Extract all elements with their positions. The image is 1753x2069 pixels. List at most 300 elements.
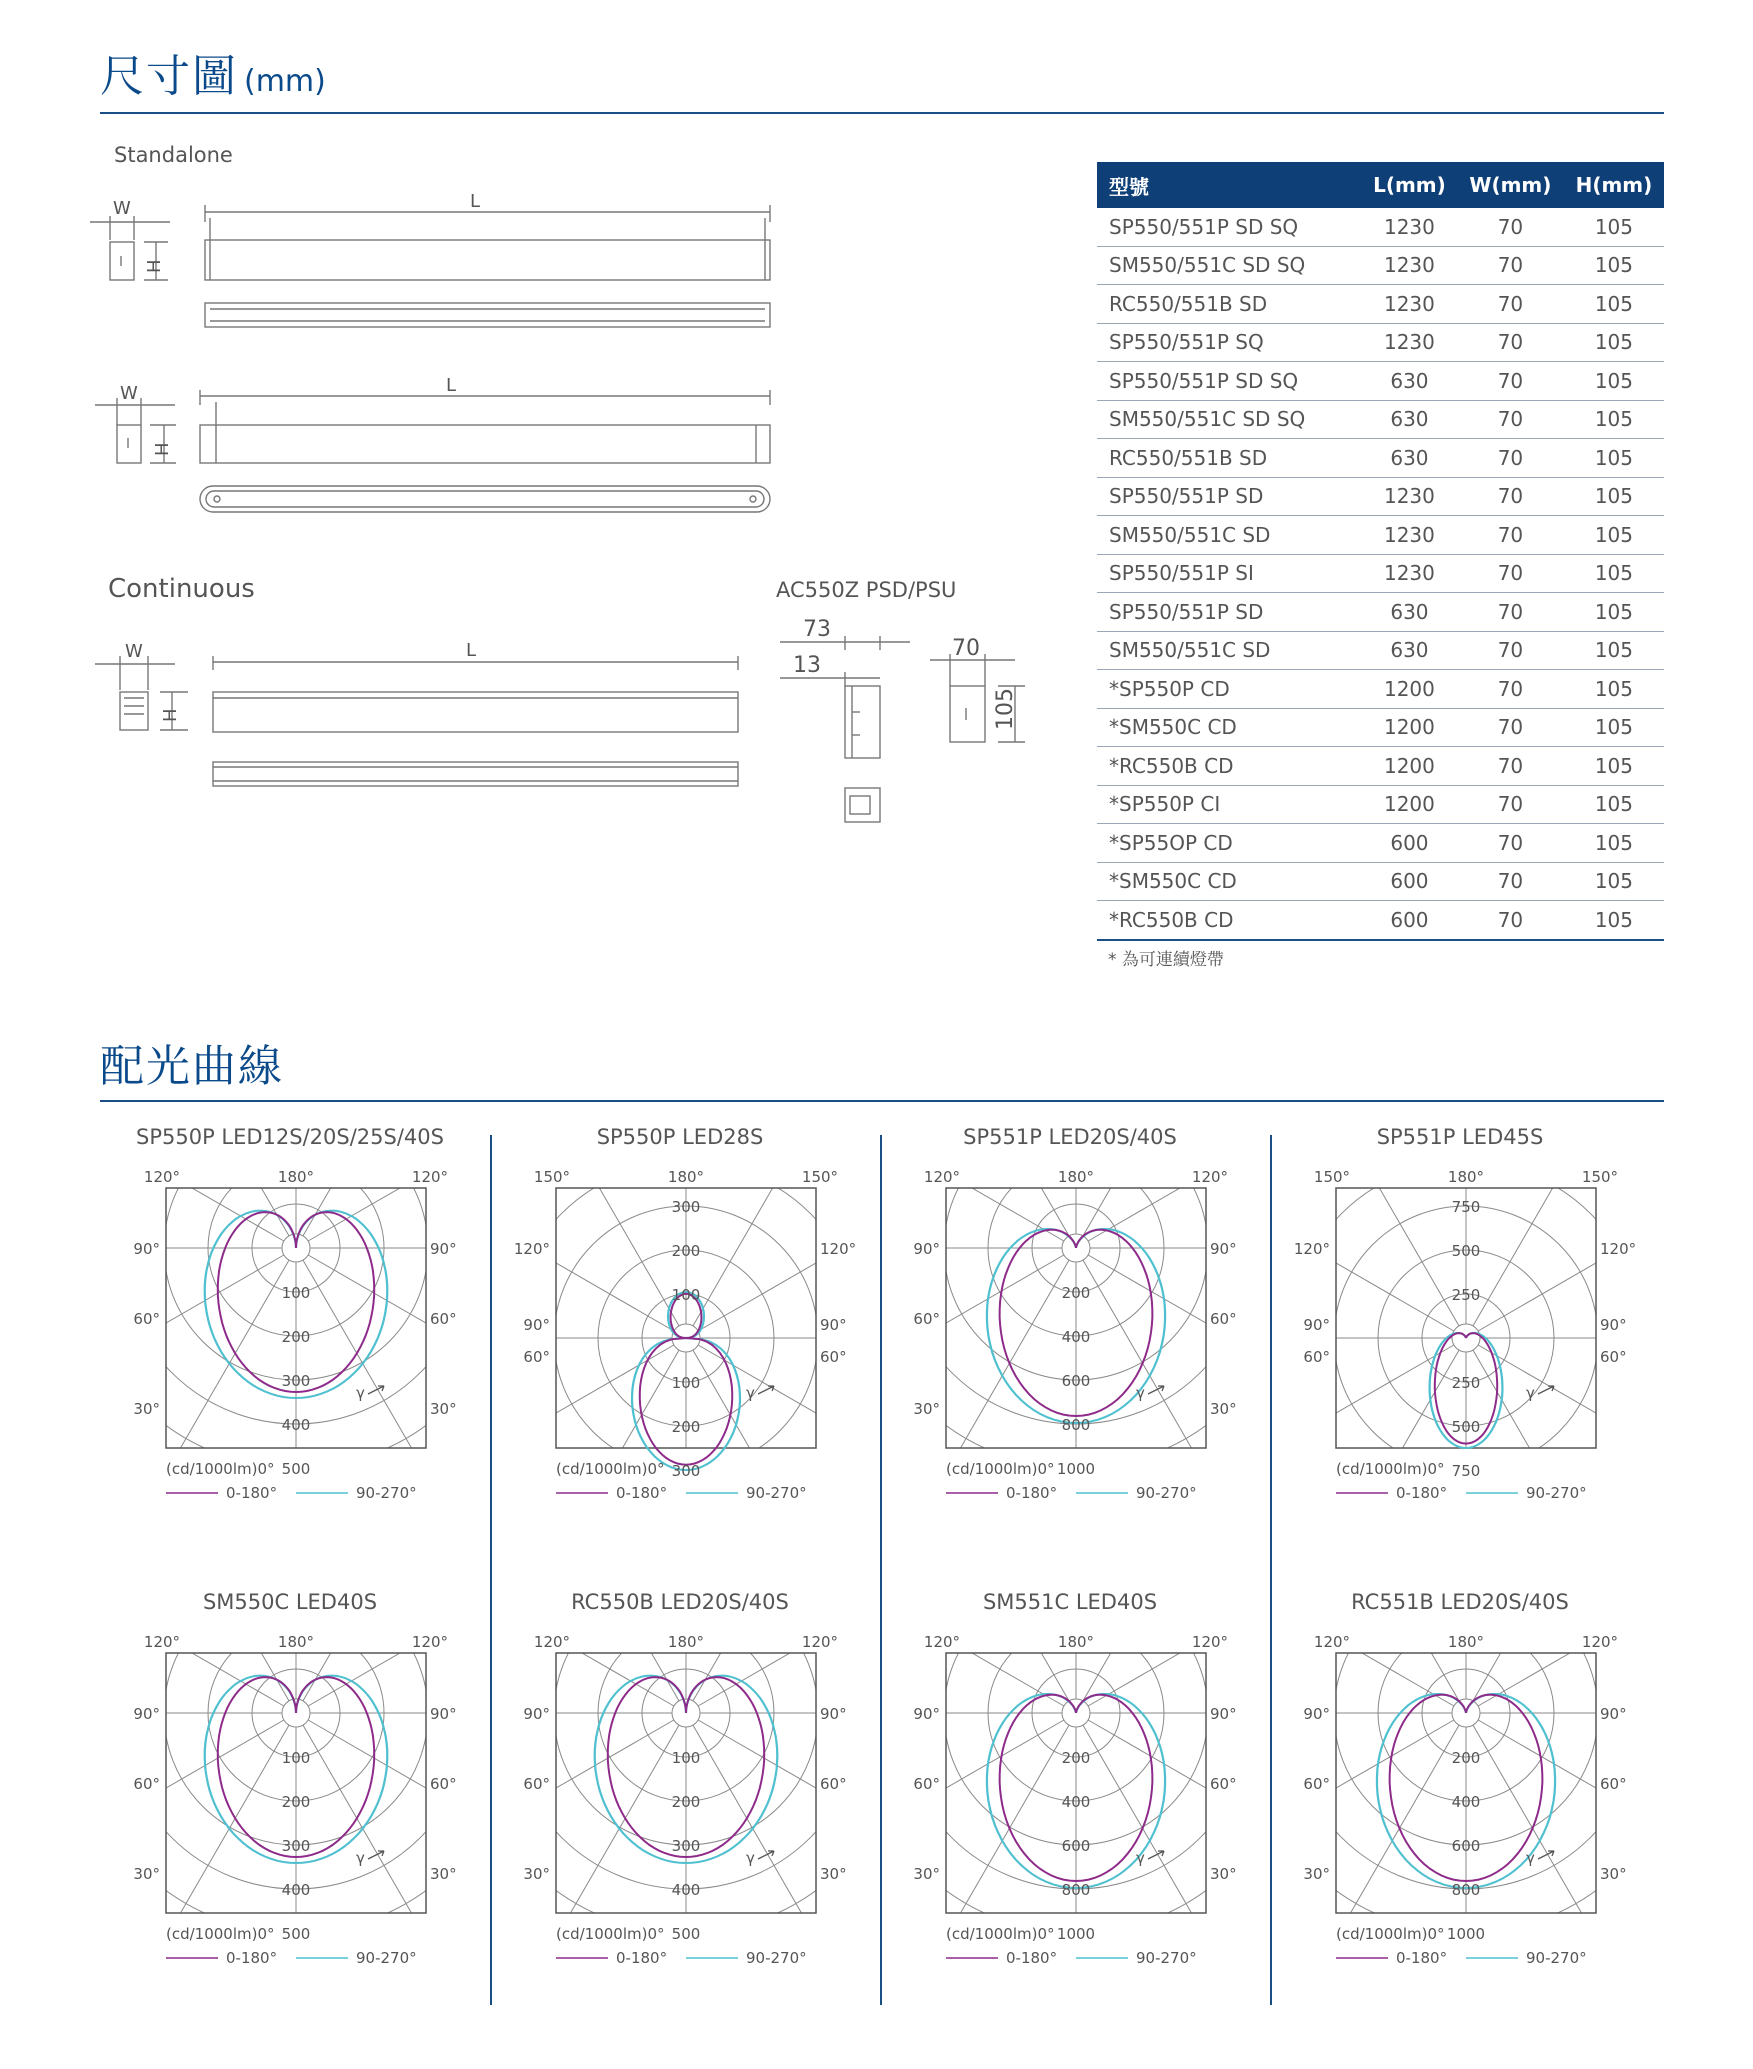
angle-label: 0° — [647, 1460, 665, 1478]
grid-spoke — [693, 1618, 880, 1701]
angle-label: 180° — [667, 1168, 705, 1186]
angle-label: 0° — [257, 1460, 275, 1478]
angle-label: 120° — [923, 1168, 961, 1186]
grid-spoke — [100, 1618, 284, 1706]
ring-label: 300 — [671, 1837, 701, 1855]
angle-label: 120° — [1600, 1240, 1637, 1258]
grid-spoke — [880, 1618, 1064, 1706]
legend-90-270: 90-270° — [1136, 1949, 1197, 1967]
model-cell: SM550/551C SD SQ — [1097, 246, 1362, 285]
ring-label: 300 — [281, 1372, 311, 1390]
ring-label: 400 — [1451, 1793, 1481, 1811]
dimensions-unit: (mm) — [244, 64, 326, 99]
dimensions-title-text: 尺寸圖 — [100, 51, 238, 102]
angle-label: 90° — [1600, 1705, 1627, 1723]
width-cell: 70 — [1457, 516, 1564, 555]
ring-label: 500 — [1451, 1242, 1481, 1260]
length-cell: 630 — [1362, 362, 1457, 401]
grid-ring — [490, 1618, 880, 2021]
table-row — [1097, 631, 1664, 670]
height-cell: 105 — [1564, 708, 1664, 747]
length-cell: 630 — [1362, 400, 1457, 439]
table-row — [1097, 554, 1664, 593]
height-cell: 105 — [1564, 439, 1664, 478]
table-row — [1097, 747, 1664, 786]
length-cell: 600 — [1362, 901, 1457, 940]
angle-label: 180° — [1447, 1633, 1485, 1651]
acc-dim-13: 13 — [793, 653, 821, 678]
gamma-label: γ — [1526, 1849, 1535, 1867]
grid-spoke — [308, 1255, 490, 1548]
angle-label: 60° — [523, 1348, 550, 1366]
angle-label: 30° — [430, 1865, 457, 1883]
dim-w-3: W — [125, 641, 143, 662]
grid-spoke — [698, 1720, 880, 2013]
angle-label: 120° — [1191, 1633, 1229, 1651]
angle-label: 120° — [143, 1168, 181, 1186]
legend-0-180: 0-180° — [1396, 1484, 1448, 1502]
height-cell: 105 — [1564, 747, 1664, 786]
grid-spoke — [1083, 1725, 1270, 2038]
ring-label: 600 — [1061, 1837, 1091, 1855]
angle-label: 150° — [533, 1168, 571, 1186]
angle-label: 120° — [411, 1633, 449, 1651]
polar-grid — [100, 1153, 490, 1573]
table-row — [1097, 708, 1664, 747]
unit-label: (cd/1000lm) — [166, 1460, 258, 1478]
table-row — [1097, 901, 1664, 940]
grid-spoke — [100, 1153, 284, 1241]
acc-dim-73: 73 — [803, 617, 831, 642]
grid-spoke — [303, 1260, 490, 1573]
angle-label: 0° — [647, 1925, 665, 1943]
grid-spoke — [303, 1618, 490, 1701]
length-cell: 1230 — [1362, 554, 1457, 593]
acc-dim-70: 70 — [952, 636, 980, 661]
legend-0-180: 0-180° — [616, 1949, 668, 1967]
width-cell: 70 — [1457, 670, 1564, 709]
dim-h-2: H — [152, 442, 173, 456]
chart-title: SP551P LED20S/40S — [963, 1125, 1177, 1149]
angle-label: 30° — [430, 1400, 457, 1418]
angle-label: 0° — [257, 1925, 275, 1943]
height-cell: 105 — [1564, 477, 1664, 516]
width-cell: 70 — [1457, 208, 1564, 246]
chart-title: SP551P LED45S — [1376, 1125, 1544, 1149]
polar-diagram — [100, 1618, 490, 2038]
angle-label: 120° — [513, 1240, 550, 1258]
angle-label: 60° — [913, 1310, 940, 1328]
angle-label: 150° — [801, 1168, 839, 1186]
ring-label: 500 — [281, 1925, 311, 1943]
angle-label: 60° — [1600, 1775, 1627, 1793]
legend-90-270: 90-270° — [746, 1949, 807, 1967]
header-model: 型號 — [1097, 162, 1362, 208]
gamma-label: γ — [746, 1384, 755, 1402]
angle-label: 90° — [430, 1240, 457, 1258]
ring-label: 500 — [1451, 1418, 1481, 1436]
drawing-standalone-2 — [95, 390, 770, 512]
model-cell: SM550/551C SD SQ — [1097, 400, 1362, 439]
ring-label: 750 — [1451, 1462, 1481, 1480]
spec-note: * 為可連續燈帶 — [1108, 950, 1224, 970]
grid-spoke — [1083, 1618, 1270, 1701]
gamma-arrow-icon — [1538, 1386, 1554, 1394]
angle-label: 90° — [913, 1240, 940, 1258]
dim-w-2: W — [120, 383, 138, 404]
angle-label: 60° — [1210, 1310, 1237, 1328]
angle-label: 180° — [1447, 1168, 1485, 1186]
polar-diagram — [1270, 1618, 1660, 2038]
polar-diagram — [880, 1618, 1270, 2038]
ring-label: 200 — [671, 1242, 701, 1260]
table-row — [1097, 323, 1664, 362]
grid-spoke — [490, 1345, 674, 1573]
height-cell: 105 — [1564, 824, 1664, 863]
polar-diagram — [490, 1618, 880, 2038]
polar-grid — [490, 1618, 880, 2038]
accessory-label: AC550Z PSD/PSU — [776, 578, 957, 602]
continuous-label: Continuous — [108, 574, 255, 604]
spec-table — [1097, 162, 1664, 941]
chart-title: SP550P LED28S — [596, 1125, 764, 1149]
angle-label: 120° — [533, 1633, 571, 1651]
legend-90-270: 90-270° — [1136, 1484, 1197, 1502]
gamma-label: γ — [1136, 1849, 1145, 1867]
width-cell: 70 — [1457, 593, 1564, 632]
chart-title: SM551C LED40S — [982, 1590, 1158, 1614]
model-cell: SM550/551C SD — [1097, 516, 1362, 555]
grid-spoke — [880, 1153, 1069, 1236]
grid-spoke — [693, 1725, 880, 2038]
drawing-standalone-1-side — [90, 205, 770, 327]
length-cell: 630 — [1362, 631, 1457, 670]
photometric-title: 配光曲線 — [100, 1041, 284, 1092]
angle-label: 120° — [820, 1240, 857, 1258]
ring-label: 600 — [1061, 1372, 1091, 1390]
table-row — [1097, 862, 1664, 901]
angle-label: 30° — [913, 1865, 940, 1883]
angle-label: 90° — [1600, 1316, 1627, 1334]
table-row — [1097, 785, 1664, 824]
angle-label: 30° — [1210, 1400, 1237, 1418]
chart-title: SM550C LED40S — [202, 1590, 378, 1614]
model-cell: *SM550C CD — [1097, 708, 1362, 747]
angle-label: 90° — [1210, 1705, 1237, 1723]
angle-label: 60° — [820, 1775, 847, 1793]
legend-0-180: 0-180° — [1006, 1949, 1058, 1967]
angle-label: 60° — [523, 1775, 550, 1793]
angle-label: 180° — [1057, 1633, 1095, 1651]
model-cell: RC550/551B SD — [1097, 285, 1362, 324]
angle-label: 180° — [667, 1633, 705, 1651]
ring-label: 400 — [1061, 1793, 1091, 1811]
ring-label: 200 — [1451, 1749, 1481, 1767]
model-cell: SP550/551P SQ — [1097, 323, 1362, 362]
angle-label: 150° — [1313, 1168, 1351, 1186]
gamma-label: γ — [746, 1849, 755, 1867]
height-cell: 105 — [1564, 862, 1664, 901]
grid-spoke — [100, 1720, 284, 2013]
grid-spoke — [303, 1725, 490, 2038]
ring-label: 750 — [1451, 1198, 1481, 1216]
table-row — [1097, 824, 1664, 863]
gamma-arrow-icon — [758, 1386, 774, 1394]
dim-l-3: L — [466, 640, 477, 661]
width-cell: 70 — [1457, 785, 1564, 824]
drawing-continuous — [95, 656, 738, 786]
angle-label: 90° — [1303, 1316, 1330, 1334]
ring-label: 300 — [671, 1198, 701, 1216]
table-row — [1097, 246, 1664, 285]
unit-label: (cd/1000lm) — [556, 1460, 648, 1478]
length-cell: 1200 — [1362, 708, 1457, 747]
polar-grid — [880, 1153, 1270, 1573]
ring-label: 200 — [1061, 1284, 1091, 1302]
dim-w-1: W — [113, 198, 131, 219]
angle-label: 60° — [820, 1348, 847, 1366]
width-cell: 70 — [1457, 708, 1564, 747]
photometric-rule — [100, 1100, 1664, 1102]
angle-label: 0° — [1427, 1460, 1445, 1478]
dim-h-1: H — [144, 259, 165, 273]
ring-label: 200 — [671, 1793, 701, 1811]
angle-label: 60° — [913, 1775, 940, 1793]
height-cell: 105 — [1564, 400, 1664, 439]
legend-90-270: 90-270° — [356, 1949, 417, 1967]
model-cell: *RC550B CD — [1097, 901, 1362, 940]
polar-diagram — [880, 1153, 1270, 1573]
gamma-label: γ — [1136, 1384, 1145, 1402]
ring-label: 500 — [671, 1925, 701, 1943]
legend-0-180: 0-180° — [226, 1484, 278, 1502]
unit-label: (cd/1000lm) — [946, 1460, 1038, 1478]
spec-table-header — [1097, 162, 1664, 208]
table-row — [1097, 400, 1664, 439]
dim-l-1: L — [470, 191, 481, 212]
model-cell: SP550/551P SD — [1097, 593, 1362, 632]
ring-label: 200 — [1061, 1749, 1091, 1767]
chart-title: RC551B LED20S/40S — [1351, 1590, 1569, 1614]
angle-label: 30° — [523, 1865, 550, 1883]
angle-label: 120° — [1581, 1633, 1619, 1651]
angle-label: 180° — [277, 1633, 315, 1651]
length-cell: 600 — [1362, 824, 1457, 863]
ring-label: 400 — [281, 1416, 311, 1434]
angle-label: 30° — [1210, 1865, 1237, 1883]
ring-label: 200 — [671, 1418, 701, 1436]
length-cell: 1200 — [1362, 670, 1457, 709]
angle-label: 60° — [1600, 1348, 1627, 1366]
angle-label: 180° — [277, 1168, 315, 1186]
angle-label: 150° — [1581, 1168, 1619, 1186]
height-cell: 105 — [1564, 785, 1664, 824]
width-cell: 70 — [1457, 477, 1564, 516]
ring-label: 250 — [1451, 1374, 1481, 1392]
polar-grid — [880, 1618, 1270, 2038]
table-row — [1097, 593, 1664, 632]
length-cell: 1230 — [1362, 516, 1457, 555]
angle-label: 60° — [430, 1310, 457, 1328]
length-cell: 1230 — [1362, 246, 1457, 285]
ring-label: 600 — [1451, 1837, 1481, 1855]
angle-label: 120° — [1191, 1168, 1229, 1186]
angle-label: 30° — [133, 1865, 160, 1883]
width-cell: 70 — [1457, 862, 1564, 901]
unit-label: (cd/1000lm) — [556, 1925, 648, 1943]
height-cell: 105 — [1564, 516, 1664, 555]
table-row — [1097, 670, 1664, 709]
angle-label: 60° — [133, 1310, 160, 1328]
ring-label: 100 — [671, 1286, 701, 1304]
length-cell: 1200 — [1362, 785, 1457, 824]
polar-diagram — [490, 1153, 880, 1573]
angle-label: 60° — [133, 1775, 160, 1793]
grid-spoke — [490, 1618, 674, 1706]
height-cell: 105 — [1564, 285, 1664, 324]
ring-label: 400 — [1061, 1328, 1091, 1346]
ring-label: 100 — [281, 1284, 311, 1302]
width-cell: 70 — [1457, 246, 1564, 285]
grid-ring — [100, 1153, 490, 1556]
ring-label: 200 — [281, 1793, 311, 1811]
model-cell: SP550/551P SD SQ — [1097, 362, 1362, 401]
angle-label: 120° — [801, 1633, 839, 1651]
angle-label: 30° — [913, 1400, 940, 1418]
grid-spoke — [698, 1345, 880, 1573]
table-row — [1097, 285, 1664, 324]
dimension-drawings — [0, 0, 1080, 840]
angle-label: 0° — [1427, 1925, 1445, 1943]
model-cell: SM550/551C SD — [1097, 631, 1362, 670]
model-cell: SP550/551P SI — [1097, 554, 1362, 593]
grid-spoke — [880, 1153, 1064, 1241]
angle-label: 30° — [1303, 1865, 1330, 1883]
model-cell: SP550/551P SD — [1097, 477, 1362, 516]
dim-h-3: H — [160, 708, 181, 722]
ring-label: 400 — [671, 1881, 701, 1899]
angle-label: 90° — [913, 1705, 940, 1723]
gamma-label: γ — [356, 1849, 365, 1867]
angle-label: 60° — [430, 1775, 457, 1793]
polar-grid — [1270, 1618, 1660, 2038]
height-cell: 105 — [1564, 362, 1664, 401]
legend-90-270: 90-270° — [746, 1484, 807, 1502]
angle-label: 60° — [1303, 1775, 1330, 1793]
ring-label: 100 — [671, 1749, 701, 1767]
table-row — [1097, 208, 1664, 246]
height-cell: 105 — [1564, 554, 1664, 593]
angle-label: 60° — [1210, 1775, 1237, 1793]
grid-spoke — [1478, 1345, 1660, 1573]
model-cell: *SP550P CD — [1097, 670, 1362, 709]
height-cell: 105 — [1564, 246, 1664, 285]
length-cell: 600 — [1362, 862, 1457, 901]
angle-label: 120° — [1313, 1633, 1351, 1651]
grid-spoke — [100, 1618, 289, 1701]
table-row — [1097, 362, 1664, 401]
polar-diagram — [1270, 1153, 1660, 1573]
angle-label: 180° — [1057, 1168, 1095, 1186]
header-length: L(mm) — [1362, 162, 1457, 208]
grid-spoke — [1270, 1345, 1454, 1573]
length-cell: 1230 — [1362, 477, 1457, 516]
ring-label: 200 — [281, 1328, 311, 1346]
ring-label: 1000 — [1056, 1460, 1096, 1478]
grid-spoke — [693, 1350, 880, 1573]
ring-label: 800 — [1061, 1881, 1091, 1899]
width-cell: 70 — [1457, 554, 1564, 593]
grid-spoke — [490, 1618, 679, 1701]
width-cell: 70 — [1457, 631, 1564, 670]
width-cell: 70 — [1457, 400, 1564, 439]
height-cell: 105 — [1564, 323, 1664, 362]
angle-label: 90° — [1303, 1705, 1330, 1723]
length-cell: 1230 — [1362, 323, 1457, 362]
model-cell: SP550/551P SD SQ — [1097, 208, 1362, 246]
angle-label: 30° — [820, 1865, 847, 1883]
grid-spoke — [1083, 1260, 1270, 1573]
length-cell: 1200 — [1362, 747, 1457, 786]
polar-diagram — [100, 1153, 490, 1573]
table-row — [1097, 439, 1664, 478]
legend-0-180: 0-180° — [1006, 1484, 1058, 1502]
ring-label: 800 — [1061, 1416, 1091, 1434]
width-cell: 70 — [1457, 901, 1564, 940]
grid-ring — [880, 1153, 1270, 1556]
grid-spoke — [490, 1720, 674, 2013]
gamma-label: γ — [1526, 1384, 1535, 1402]
standalone-label: Standalone — [114, 143, 233, 167]
angle-label: 120° — [1293, 1240, 1330, 1258]
angle-label: 120° — [923, 1633, 961, 1651]
height-cell: 105 — [1564, 593, 1664, 632]
angle-label: 120° — [411, 1168, 449, 1186]
angle-label: 60° — [1303, 1348, 1330, 1366]
unit-label: (cd/1000lm) — [1336, 1925, 1428, 1943]
angle-label: 90° — [133, 1240, 160, 1258]
ring-label: 800 — [1451, 1881, 1481, 1899]
height-cell: 105 — [1564, 670, 1664, 709]
length-cell: 1230 — [1362, 285, 1457, 324]
dim-l-2: L — [446, 375, 457, 396]
width-cell: 70 — [1457, 362, 1564, 401]
length-cell: 1230 — [1362, 208, 1457, 246]
unit-label: (cd/1000lm) — [1336, 1460, 1428, 1478]
polar-grid — [100, 1618, 490, 2038]
height-cell: 105 — [1564, 631, 1664, 670]
grid-ring — [100, 1618, 490, 2021]
angle-label: 30° — [133, 1400, 160, 1418]
chart-title: SP550P LED12S/20S/25S/40S — [136, 1125, 444, 1149]
height-cell: 105 — [1564, 208, 1664, 246]
table-row — [1097, 516, 1664, 555]
grid-spoke — [1270, 1618, 1459, 1701]
grid-ring — [1270, 1618, 1660, 2021]
angle-label: 30° — [1600, 1865, 1627, 1883]
angle-label: 0° — [1037, 1460, 1055, 1478]
height-cell: 105 — [1564, 901, 1664, 940]
model-cell: *SP550P CI — [1097, 785, 1362, 824]
angle-label: 90° — [820, 1705, 847, 1723]
chart-title: RC550B LED20S/40S — [571, 1590, 789, 1614]
ring-label: 500 — [281, 1460, 311, 1478]
model-cell: *SP55OP CD — [1097, 824, 1362, 863]
width-cell: 70 — [1457, 747, 1564, 786]
ring-label: 1000 — [1056, 1925, 1096, 1943]
ring-label: 1000 — [1446, 1925, 1486, 1943]
angle-label: 90° — [820, 1316, 847, 1334]
